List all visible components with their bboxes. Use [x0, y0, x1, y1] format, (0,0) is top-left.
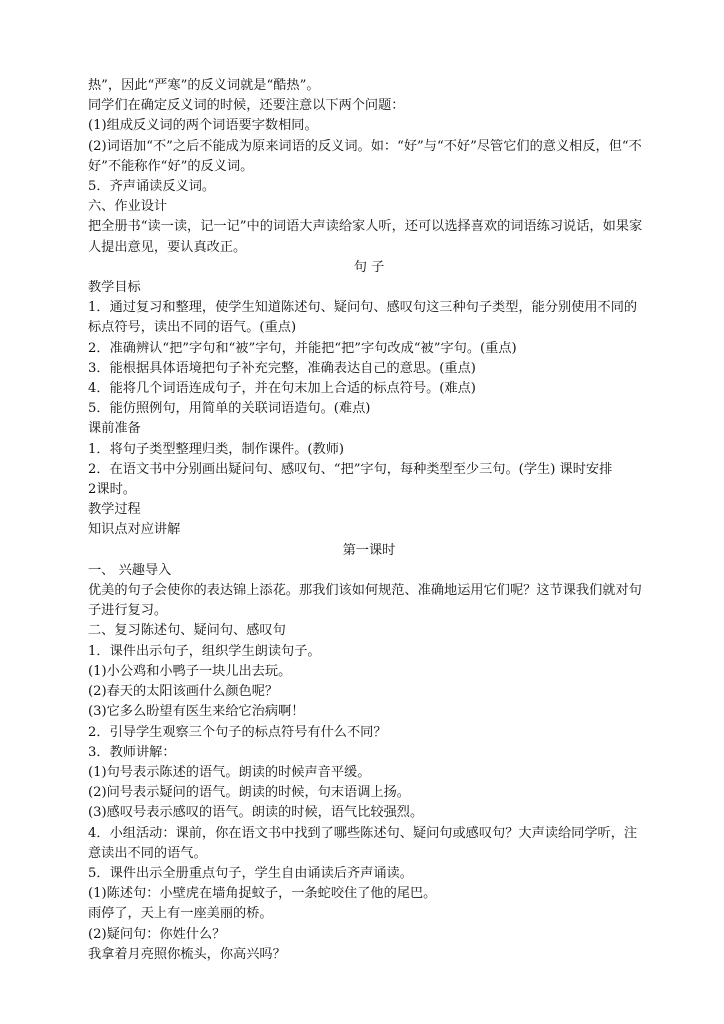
- paragraph-group-activity: 4．小组活动：课前，你在语文书中找到了哪些陈述句、疑问句或感叹句？大声读给同学听，注意读出不同的语气。: [88, 825, 638, 861]
- section-heading: 六、作业设计: [88, 199, 168, 215]
- text-line: (1)陈述句：小壁虎在墙角捉蚊子，一条蛇咬住了他的尾巴。: [88, 886, 437, 902]
- text-line: 同学们在确定反义词的时候，还要注意以下两个问题：: [88, 98, 405, 114]
- section-heading: 教学过程: [88, 502, 141, 518]
- text-line: 2．引导学生观察三个句子的标点符号有什么不同？: [88, 724, 387, 740]
- section-heading: 二、复习陈述句、疑问句、感叹句: [88, 623, 286, 639]
- text-line: 5．课件出示全册重点句子，学生自由诵读后齐声诵读。: [88, 865, 413, 881]
- text-line: 1．课件出示句子，组织学生朗读句子。: [88, 643, 321, 659]
- text-line: (3)它多么盼望有医生来给它治病啊！: [88, 704, 305, 720]
- paragraph-antonym-rule-2: (2)词语加“不”之后不能成为原来词语的反义词。如：“好”与“不好”尽管它们的意义相反，但“不好”不能称作“好”的反义词。: [88, 138, 642, 174]
- text-line: (1)小公鸡和小鸭子一块儿出去玩。: [88, 663, 292, 679]
- goal-item: 1．通过复习和整理，使学生知道陈述句、疑问句、感叹句这三种句子类型，能分别使用不同的标点符号，读出不同的语气。(重点): [88, 300, 638, 336]
- goals-heading: 教学目标: [88, 280, 141, 296]
- text-line: 热”，因此“严寒”的反义词就是“酷热”。: [88, 78, 320, 93]
- goal-item: 2．准确辨认“把”字句和“被”字句，并能把“把”字句改成“被”字句。(重点): [88, 340, 517, 356]
- paragraph-intro: 优美的句子会使你的表达锦上添花。那我们该如何规范、准确地运用它们呢？这节课我们就对句子进行复习。: [88, 583, 642, 619]
- text-line: 2课时。: [88, 482, 136, 498]
- goal-item: 4．能将几个词语连成句子，并在句末加上合适的标点符号。(难点): [88, 381, 476, 397]
- prep-item: 1．将句子类型整理归类，制作课件。(教师): [88, 441, 345, 457]
- text-line: 我拿着月亮照你梳头，你高兴吗？: [88, 946, 286, 962]
- section-heading: 一、 兴趣导入: [88, 562, 172, 578]
- paragraph-homework: 把全册书“读一读，记一记”中的词语大声读给家人听，还可以选择喜欢的词语练习说话，如果家人提出意见，要认真改正。: [88, 219, 643, 255]
- text-line: (2)春天的太阳该画什么颜色呢？: [88, 684, 279, 700]
- text-line: 雨停了，天上有一座美丽的桥。: [88, 906, 273, 922]
- text-line: 5．齐声诵读反义词。: [88, 179, 216, 195]
- text-line: 3．教师讲解：: [88, 744, 176, 760]
- lesson-title: 句 子: [353, 259, 385, 275]
- prep-item: 2．在语文书中分别画出疑问句、感叹句、“把”字句，每种类型至少三句。(学生) 课时安排: [88, 461, 613, 477]
- text-line: (3)感叹号表示感叹的语气。朗读的时候，语气比较强烈。: [88, 805, 424, 821]
- lesson-session-title: 第一课时: [342, 542, 396, 558]
- section-heading: 知识点对应讲解: [88, 522, 181, 538]
- document-page: [88, 76, 650, 965]
- goal-item: 3．能根据具体语境把句子补充完整，准确表达自己的意思。(重点): [88, 360, 476, 376]
- prep-heading: 课前准备: [88, 421, 141, 437]
- text-line: (1)句号表示陈述的语气。朗读的时候声音平缓。: [88, 764, 371, 780]
- text-line: (2)疑问句：你姓什么？: [88, 926, 226, 942]
- text-line: (1)组成反义词的两个词语要字数相同。: [88, 118, 318, 134]
- text-line: (2)问号表示疑问的语气。朗读的时候，句末语调上扬。: [88, 785, 410, 801]
- goal-item: 5．能仿照例句，用简单的关联词语造句。(难点): [88, 401, 371, 417]
